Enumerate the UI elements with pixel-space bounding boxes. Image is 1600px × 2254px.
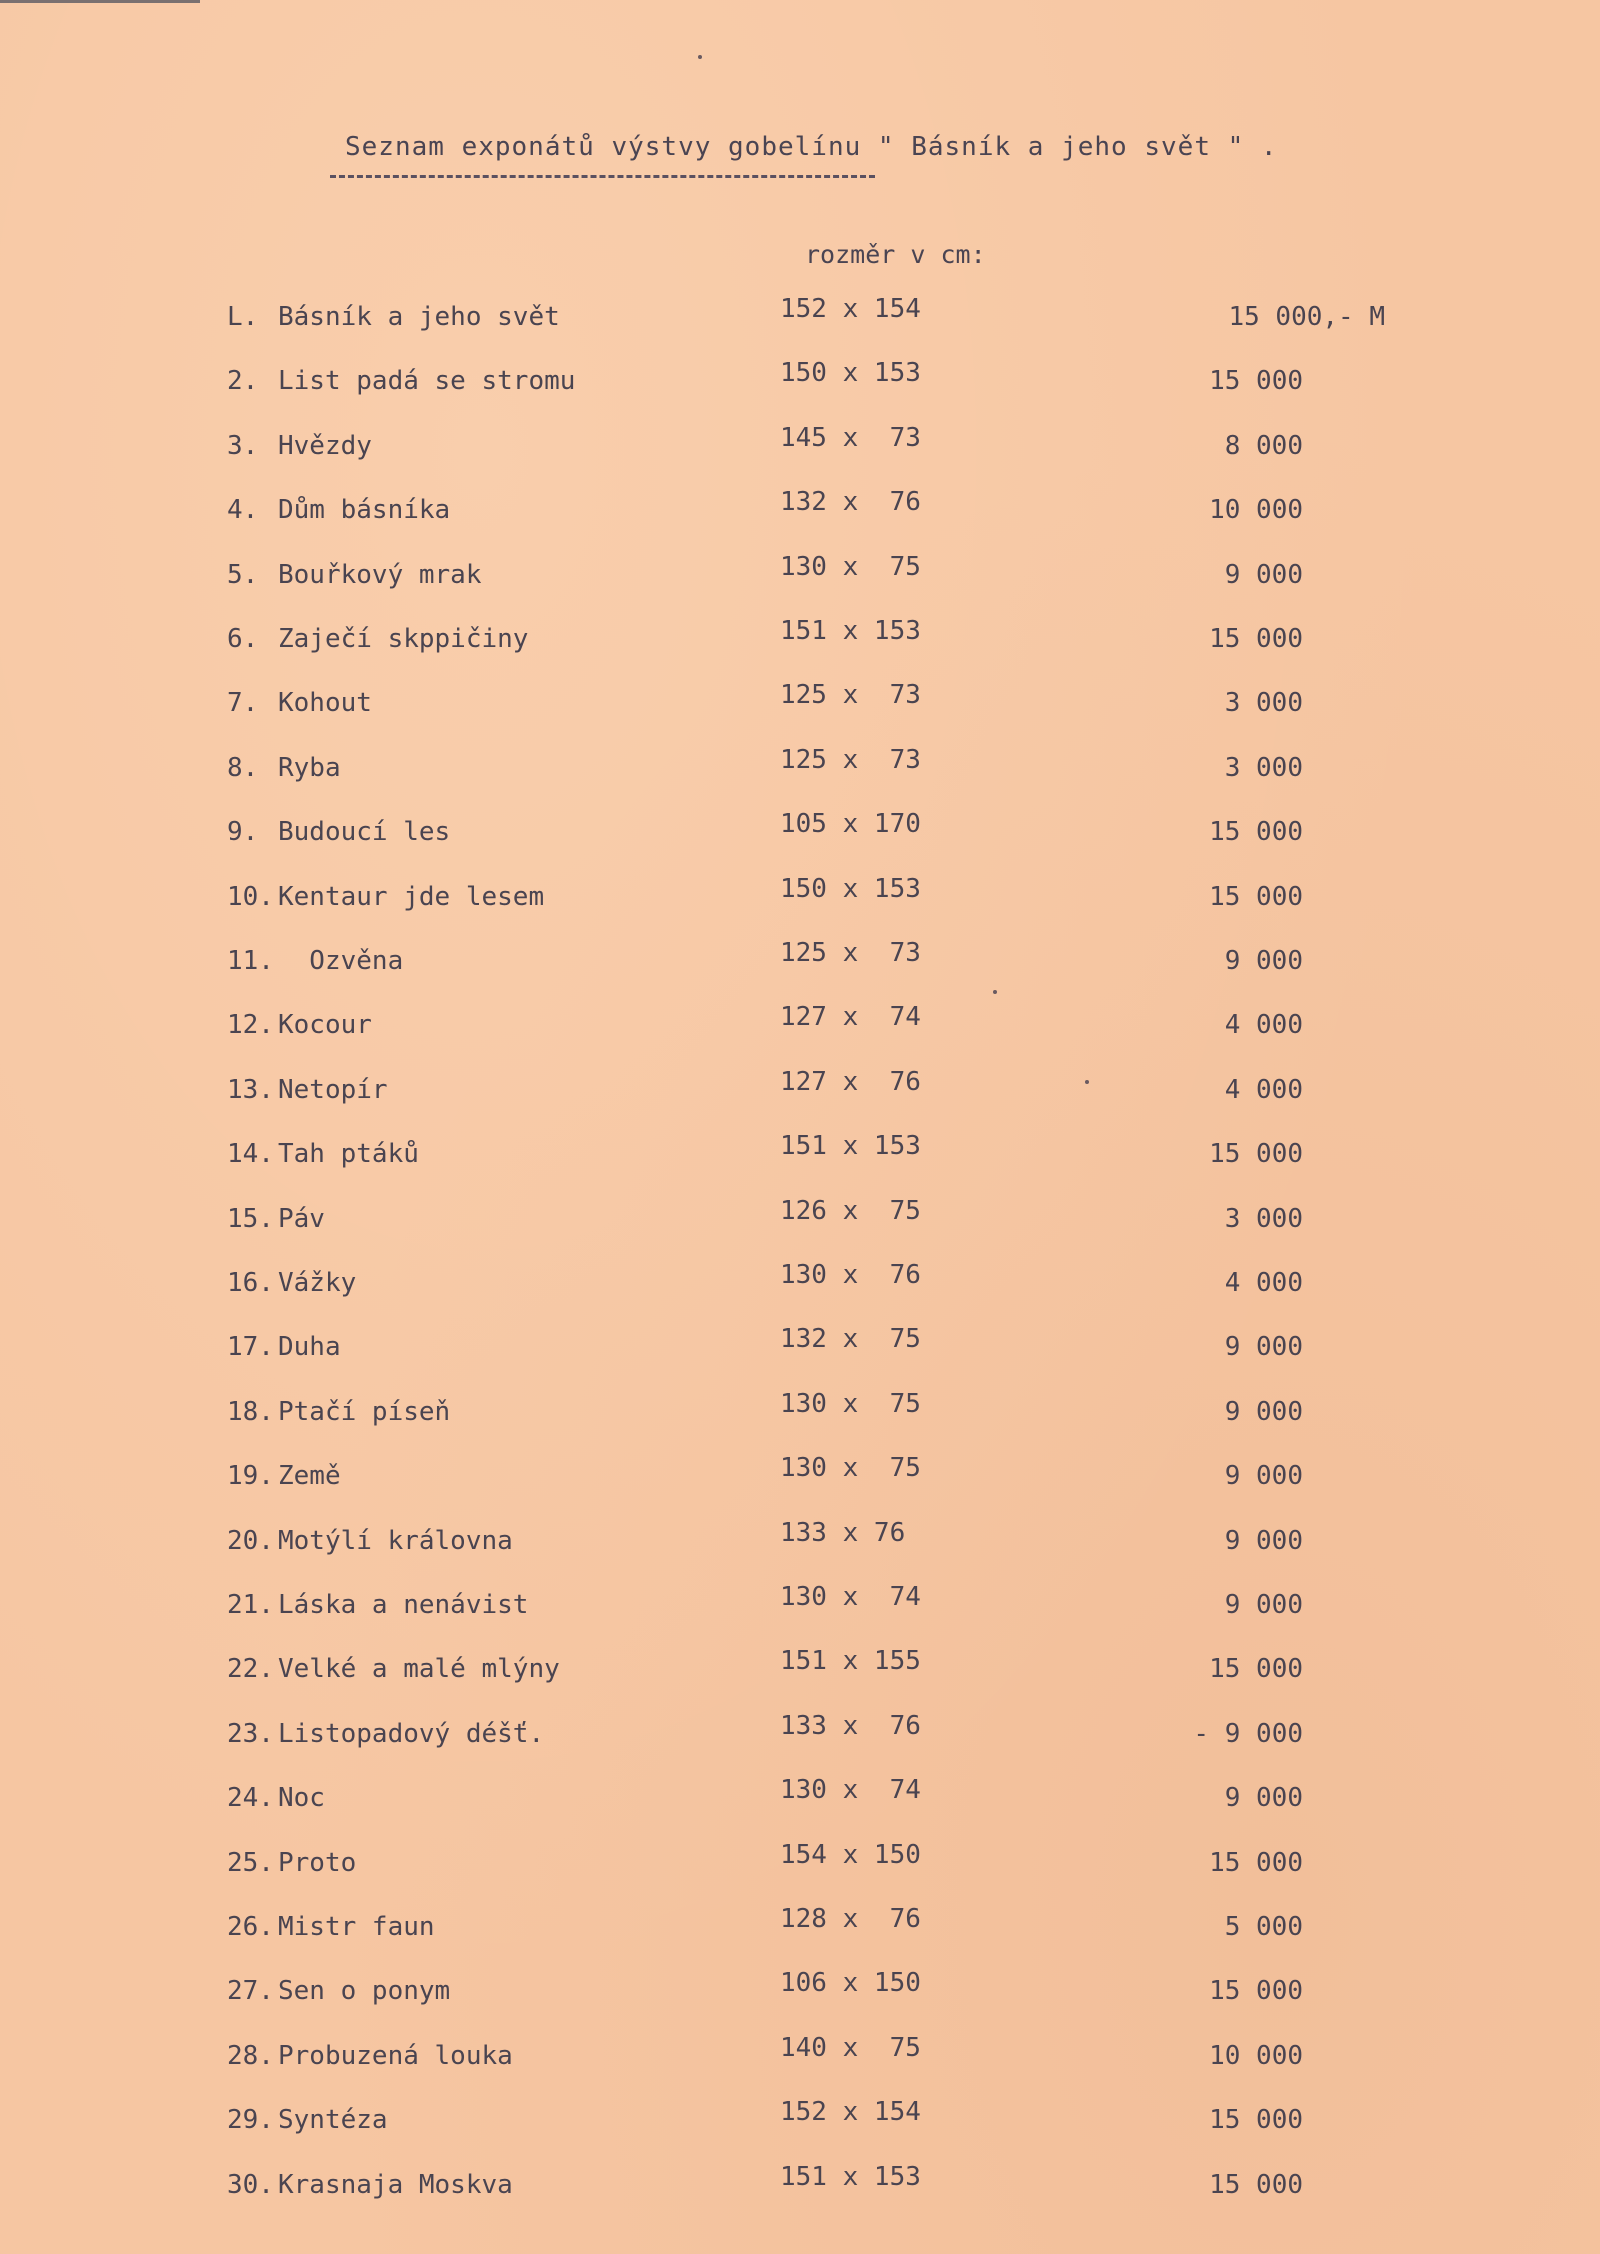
item-number: 26. bbox=[227, 1912, 274, 1942]
item-dimensions: 130 x 75 bbox=[780, 1453, 921, 1483]
item-title: Velké a malé mlýny bbox=[278, 1654, 560, 1684]
list-item bbox=[0, 1131, 1600, 1179]
list-item bbox=[0, 423, 1600, 471]
document-title: Seznam exponátů výstvy gobelínu " Básník a jeho svět " . bbox=[345, 132, 1278, 162]
item-title: Ryba bbox=[278, 753, 341, 783]
item-number: 3. bbox=[227, 431, 259, 461]
list-item bbox=[0, 1582, 1600, 1630]
item-number: 28. bbox=[227, 2041, 274, 2071]
item-price: 4 000 bbox=[1224, 1075, 1303, 1105]
item-price: 4 000 bbox=[1224, 1268, 1303, 1298]
item-number: 21. bbox=[227, 1590, 274, 1620]
item-price: 9 000 bbox=[1224, 1590, 1303, 1620]
paper-edge-mark bbox=[0, 0, 200, 3]
list-item bbox=[0, 1324, 1600, 1372]
item-number: 10. bbox=[227, 882, 274, 912]
item-number: 30. bbox=[227, 2170, 274, 2200]
item-dimensions: 151 x 153 bbox=[780, 2162, 921, 2192]
item-dimensions: 132 x 76 bbox=[780, 487, 921, 517]
item-title: Ptačí píseň bbox=[278, 1397, 451, 1427]
item-title: Kohout bbox=[278, 688, 372, 718]
item-price: 3 000 bbox=[1224, 688, 1303, 718]
item-title: Listopadový déšť. bbox=[278, 1719, 545, 1749]
item-dimensions: 151 x 153 bbox=[780, 1131, 921, 1161]
item-number: 9. bbox=[227, 817, 259, 847]
item-price: 8 000 bbox=[1224, 431, 1303, 461]
list-item bbox=[0, 358, 1600, 406]
item-title: Ozvěna bbox=[278, 946, 404, 976]
item-price: - 9 000 bbox=[1193, 1719, 1303, 1749]
list-item bbox=[0, 1711, 1600, 1759]
item-dimensions: 126 x 75 bbox=[780, 1196, 921, 1226]
list-item bbox=[0, 1002, 1600, 1050]
item-price: 15 000 bbox=[1209, 1139, 1303, 1169]
list-item bbox=[0, 2162, 1600, 2210]
paper-speck bbox=[698, 55, 702, 59]
item-dimensions: 140 x 75 bbox=[780, 2033, 921, 2063]
item-title: Tah ptáků bbox=[278, 1139, 419, 1169]
item-title: Syntéza bbox=[278, 2105, 388, 2135]
item-dimensions: 133 x 76 bbox=[780, 1518, 906, 1548]
item-number: 7. bbox=[227, 688, 259, 718]
item-price: 15 000 bbox=[1209, 2105, 1303, 2135]
item-price: 9 000 bbox=[1224, 1461, 1303, 1491]
item-dimensions: 130 x 75 bbox=[780, 552, 921, 582]
item-dimensions: 128 x 76 bbox=[780, 1904, 921, 1934]
item-dimensions: 105 x 170 bbox=[780, 809, 921, 839]
list-item bbox=[0, 1646, 1600, 1694]
item-dimensions: 125 x 73 bbox=[780, 680, 921, 710]
item-price: 15 000 bbox=[1209, 1976, 1303, 2006]
list-item bbox=[0, 809, 1600, 857]
item-number: 5. bbox=[227, 560, 259, 590]
item-title: Kentaur jde lesem bbox=[278, 882, 545, 912]
item-number: 25. bbox=[227, 1848, 274, 1878]
item-number: 24. bbox=[227, 1783, 274, 1813]
item-title: Noc bbox=[278, 1783, 325, 1813]
item-dimensions: 130 x 74 bbox=[780, 1775, 921, 1805]
paper-speck bbox=[993, 990, 997, 994]
item-dimensions: 152 x 154 bbox=[780, 2097, 921, 2127]
item-price: 15 000 bbox=[1209, 817, 1303, 847]
item-dimensions: 145 x 73 bbox=[780, 423, 921, 453]
item-dimensions: 106 x 150 bbox=[780, 1968, 921, 1998]
list-item bbox=[0, 680, 1600, 728]
item-dimensions: 125 x 73 bbox=[780, 745, 921, 775]
item-price: 9 000 bbox=[1224, 1526, 1303, 1556]
item-title: Hvězdy bbox=[278, 431, 372, 461]
list-item bbox=[0, 552, 1600, 600]
item-number: 20. bbox=[227, 1526, 274, 1556]
item-number: 14. bbox=[227, 1139, 274, 1169]
item-title: List padá se stromu bbox=[278, 366, 576, 396]
list-item bbox=[0, 1453, 1600, 1501]
item-number: 17. bbox=[227, 1332, 274, 1362]
item-dimensions: 132 x 75 bbox=[780, 1324, 921, 1354]
item-price: 5 000 bbox=[1224, 1912, 1303, 1942]
item-title: Bouřkový mrak bbox=[278, 560, 482, 590]
item-dimensions: 151 x 155 bbox=[780, 1646, 921, 1676]
item-number: 29. bbox=[227, 2105, 274, 2135]
list-item bbox=[0, 1067, 1600, 1115]
item-price: 10 000 bbox=[1209, 495, 1303, 525]
dimension-column-header: rozměr v cm: bbox=[805, 240, 986, 269]
item-title: Kocour bbox=[278, 1010, 372, 1040]
item-dimensions: 130 x 76 bbox=[780, 1260, 921, 1290]
item-number: 12. bbox=[227, 1010, 274, 1040]
item-title: Sen o ponym bbox=[278, 1976, 451, 2006]
item-title: Motýlí královna bbox=[278, 1526, 513, 1556]
item-number: 18. bbox=[227, 1397, 274, 1427]
item-dimensions: 151 x 153 bbox=[780, 616, 921, 646]
item-number: 15. bbox=[227, 1204, 274, 1234]
item-title: Duha bbox=[278, 1332, 341, 1362]
item-title: Vážky bbox=[278, 1268, 357, 1298]
title-underline bbox=[330, 175, 875, 178]
item-dimensions: 150 x 153 bbox=[780, 358, 921, 388]
list-item bbox=[0, 938, 1600, 986]
item-dimensions: 127 x 74 bbox=[780, 1002, 921, 1032]
item-number: 27. bbox=[227, 1976, 274, 2006]
item-title: Básník a jeho svět bbox=[278, 302, 560, 332]
item-title: Láska a nenávist bbox=[278, 1590, 529, 1620]
item-title: Budoucí les bbox=[278, 817, 451, 847]
list-item bbox=[0, 1389, 1600, 1437]
item-title: Páv bbox=[278, 1204, 325, 1234]
item-price: 4 000 bbox=[1224, 1010, 1303, 1040]
list-item bbox=[0, 1518, 1600, 1566]
item-dimensions: 150 x 153 bbox=[780, 874, 921, 904]
list-item bbox=[0, 1840, 1600, 1888]
item-title: Dům básníka bbox=[278, 495, 451, 525]
item-price: 15 000 bbox=[1209, 1654, 1303, 1684]
item-price: 9 000 bbox=[1224, 946, 1303, 976]
item-price: 15 000 bbox=[1209, 2170, 1303, 2200]
item-dimensions: 130 x 75 bbox=[780, 1389, 921, 1419]
list-item bbox=[0, 1196, 1600, 1244]
item-number: 11. bbox=[227, 946, 274, 976]
item-dimensions: 154 x 150 bbox=[780, 1840, 921, 1870]
list-item bbox=[0, 2033, 1600, 2081]
item-number: 16. bbox=[227, 1268, 274, 1298]
item-title: Proto bbox=[278, 1848, 357, 1878]
item-dimensions: 125 x 73 bbox=[780, 938, 921, 968]
item-number: 2. bbox=[227, 366, 259, 396]
item-price: 9 000 bbox=[1224, 1332, 1303, 1362]
item-title: Zaječí skppičiny bbox=[278, 624, 529, 654]
item-dimensions: 127 x 76 bbox=[780, 1067, 921, 1097]
item-price: 15 000 bbox=[1209, 366, 1303, 396]
item-price: 9 000 bbox=[1224, 1783, 1303, 1813]
item-dimensions: 130 x 74 bbox=[780, 1582, 921, 1612]
item-price: 3 000 bbox=[1224, 753, 1303, 783]
item-price: 15 000 bbox=[1209, 1848, 1303, 1878]
list-item bbox=[0, 1775, 1600, 1823]
item-number: 6. bbox=[227, 624, 259, 654]
item-title: Probuzená louka bbox=[278, 2041, 513, 2071]
item-price: 10 000 bbox=[1209, 2041, 1303, 2071]
item-dimensions: 152 x 154 bbox=[780, 294, 921, 324]
list-item bbox=[0, 616, 1600, 664]
item-price: 15 000 bbox=[1209, 882, 1303, 912]
list-item bbox=[0, 2097, 1600, 2145]
list-item bbox=[0, 294, 1600, 342]
item-number: 8. bbox=[227, 753, 259, 783]
item-title: Země bbox=[278, 1461, 341, 1491]
item-number: L. bbox=[227, 302, 259, 332]
list-item bbox=[0, 487, 1600, 535]
item-price: 9 000 bbox=[1224, 560, 1303, 590]
list-item bbox=[0, 745, 1600, 793]
item-price: 9 000 bbox=[1224, 1397, 1303, 1427]
list-item bbox=[0, 1260, 1600, 1308]
item-dimensions: 133 x 76 bbox=[780, 1711, 921, 1741]
item-price: 3 000 bbox=[1224, 1204, 1303, 1234]
item-title: Netopír bbox=[278, 1075, 388, 1105]
item-price: 15 000,- M bbox=[1228, 302, 1385, 332]
item-number: 13. bbox=[227, 1075, 274, 1105]
item-price: 15 000 bbox=[1209, 624, 1303, 654]
list-item bbox=[0, 1904, 1600, 1952]
item-number: 4. bbox=[227, 495, 259, 525]
item-title: Krasnaja Moskva bbox=[278, 2170, 513, 2200]
item-number: 19. bbox=[227, 1461, 274, 1491]
item-title: Mistr faun bbox=[278, 1912, 435, 1942]
list-item bbox=[0, 874, 1600, 922]
list-item bbox=[0, 1968, 1600, 2016]
paper-speck bbox=[1085, 1080, 1089, 1084]
item-number: 23. bbox=[227, 1719, 274, 1749]
item-number: 22. bbox=[227, 1654, 274, 1684]
